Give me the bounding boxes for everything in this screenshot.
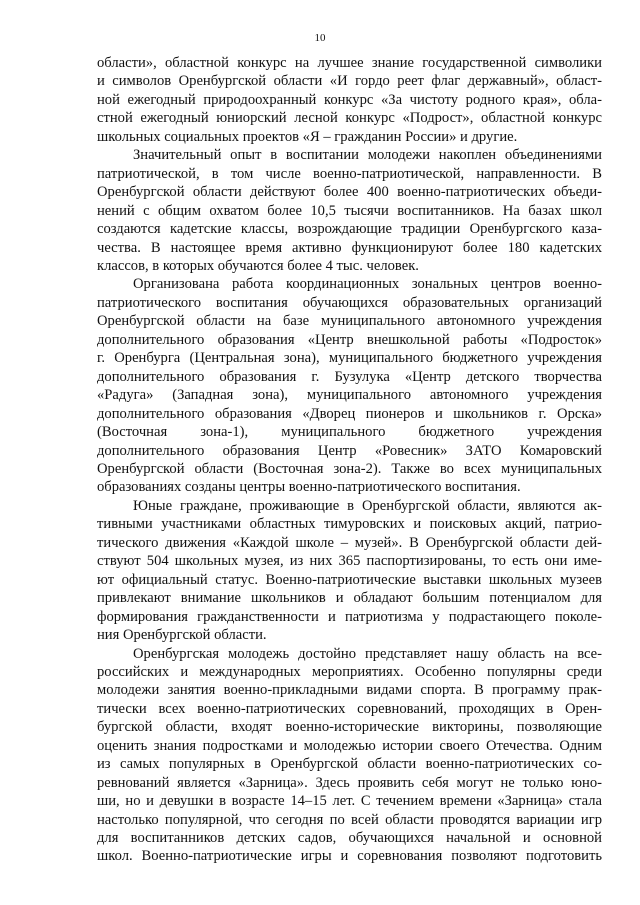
text-line: молодежи занятия военно-прикладными видами спорта. В программу прак- <box>97 682 602 699</box>
text-line: ют официальный статус. Военно-патриотические выставки школьных музеев <box>97 571 602 588</box>
text-line: школьных социальных проектов «Я – гражданин России» и другие. <box>97 128 518 145</box>
text-line: Оренбургская молодежь достойно представляет нашу область на все- <box>133 645 602 662</box>
text-line: ревнований является «Зарница». Здесь проявить себя могут не только юно- <box>97 774 602 791</box>
text-line: г. Оренбурга (Центральная зона), муниципального бюджетного учреждения <box>97 350 602 367</box>
text-line: патриотического воспитания обучающихся образовательных организаций <box>97 294 602 311</box>
text-line: Оренбургской области действуют более 400 военно-патриотических объеди- <box>97 184 602 201</box>
text-line: (Восточная зона-1), муниципального бюджетного учреждения <box>97 424 602 441</box>
text-line: создаются кадетские классы, возрождающие традиции Оренбургского каза- <box>97 221 602 238</box>
text-line: стной ежегодный юниорский лесной конкурс «Подрост», областной конкурс <box>97 110 602 127</box>
text-line: привлекают внимание школьников и обладают большим потенциалом для <box>97 590 602 607</box>
text-line: тического движения «Каждой школе – музей». В Оренбургской области дей- <box>97 534 602 551</box>
text-line: российских и международных мероприятиях. Особенно популярны среди <box>97 663 602 680</box>
text-line: бургской области, входят военно-исторические викторины, позволяющие <box>97 719 602 736</box>
text-line: Юные граждане, проживающие в Оренбургской области, являются ак- <box>133 497 602 514</box>
text-line: тически всех военно-патриотических соревнований, проходящих в Орен- <box>97 700 602 717</box>
text-line: школ. Военно-патриотические игры и соревнования позволяют подготовить <box>97 848 602 865</box>
text-line: Значительный опыт в воспитании молодежи накоплен объединениями <box>133 147 602 164</box>
text-line: тивными участниками областных тимуровских и поисковых акций, патрио- <box>97 516 602 533</box>
text-line: нений с общим охватом более 10,5 тысячи воспитанников. На базах школ <box>97 202 602 219</box>
document-body <box>97 54 602 866</box>
paragraph <box>97 497 602 645</box>
text-line: Оренбургской области (Восточная зона-2). Также во всех муниципальных <box>97 460 602 477</box>
text-line: чества. В настоящее время активно функционируют более 180 кадетских <box>97 239 602 256</box>
paragraph <box>97 275 602 496</box>
text-line: оценить знания подростками и молодежью истории своего Отечества. Одним <box>97 737 602 754</box>
text-line: ствуют 504 школьных музея, из них 365 паспортизированы, то есть они име- <box>97 553 602 570</box>
text-line: настолько популярной, что сегодня по всей области проводятся вариации игр <box>97 811 602 828</box>
paragraph <box>97 54 602 146</box>
text-line: дополнительного образования Центр «Ровесник» ЗАТО Комаровский <box>97 442 602 459</box>
text-line: формирования гражданственности и патриотизма у подрастающего поколе- <box>97 608 602 625</box>
text-line: Оренбургской области на базе муниципального автономного учреждения <box>97 313 602 330</box>
text-line: ши, но и девушки в возрасте 14–15 лет. С течением времени «Зарница» стала <box>97 793 602 810</box>
text-line: дополнительного образования «Центр внешкольной работы «Подросток» <box>97 331 602 348</box>
text-line: ной ежегодный природоохранный конкурс «За чистоту родного края», обла- <box>97 91 602 108</box>
text-line: образованиях созданы центры военно-патриотического воспитания. <box>97 479 521 496</box>
text-line: области», областной конкурс на лучшее знание государственной символики <box>97 55 602 71</box>
text-line: для воспитанников детских садов, обучающихся начальной и основной <box>97 830 602 847</box>
text-line: дополнительного образования г. Бузулука «Центр детского творчества <box>97 368 602 385</box>
text-line: «Радуга» (Западная зона), муниципального автономного учреждения <box>97 387 602 404</box>
text-line: дополнительного образования «Дворец пионеров и школьников г. Орска» <box>97 405 602 422</box>
paragraph <box>97 645 602 866</box>
text-line: и символов Оренбургской области «И гордо реет флаг державный», област- <box>97 73 602 90</box>
page-number: 10 <box>314 32 326 44</box>
text-line: из самых популярных в Оренбургской области военно-патриотических со- <box>97 756 602 773</box>
text-line: Организована работа координационных зональных центров военно- <box>133 276 602 293</box>
text-line: патриотической, в том числе военно-патриотической, направленности. В <box>97 165 602 182</box>
text-line: классов, в которых обучаются более 4 тыс. человек. <box>97 257 419 274</box>
text-line: ния Оренбургской области. <box>97 627 267 644</box>
paragraph <box>97 146 602 275</box>
